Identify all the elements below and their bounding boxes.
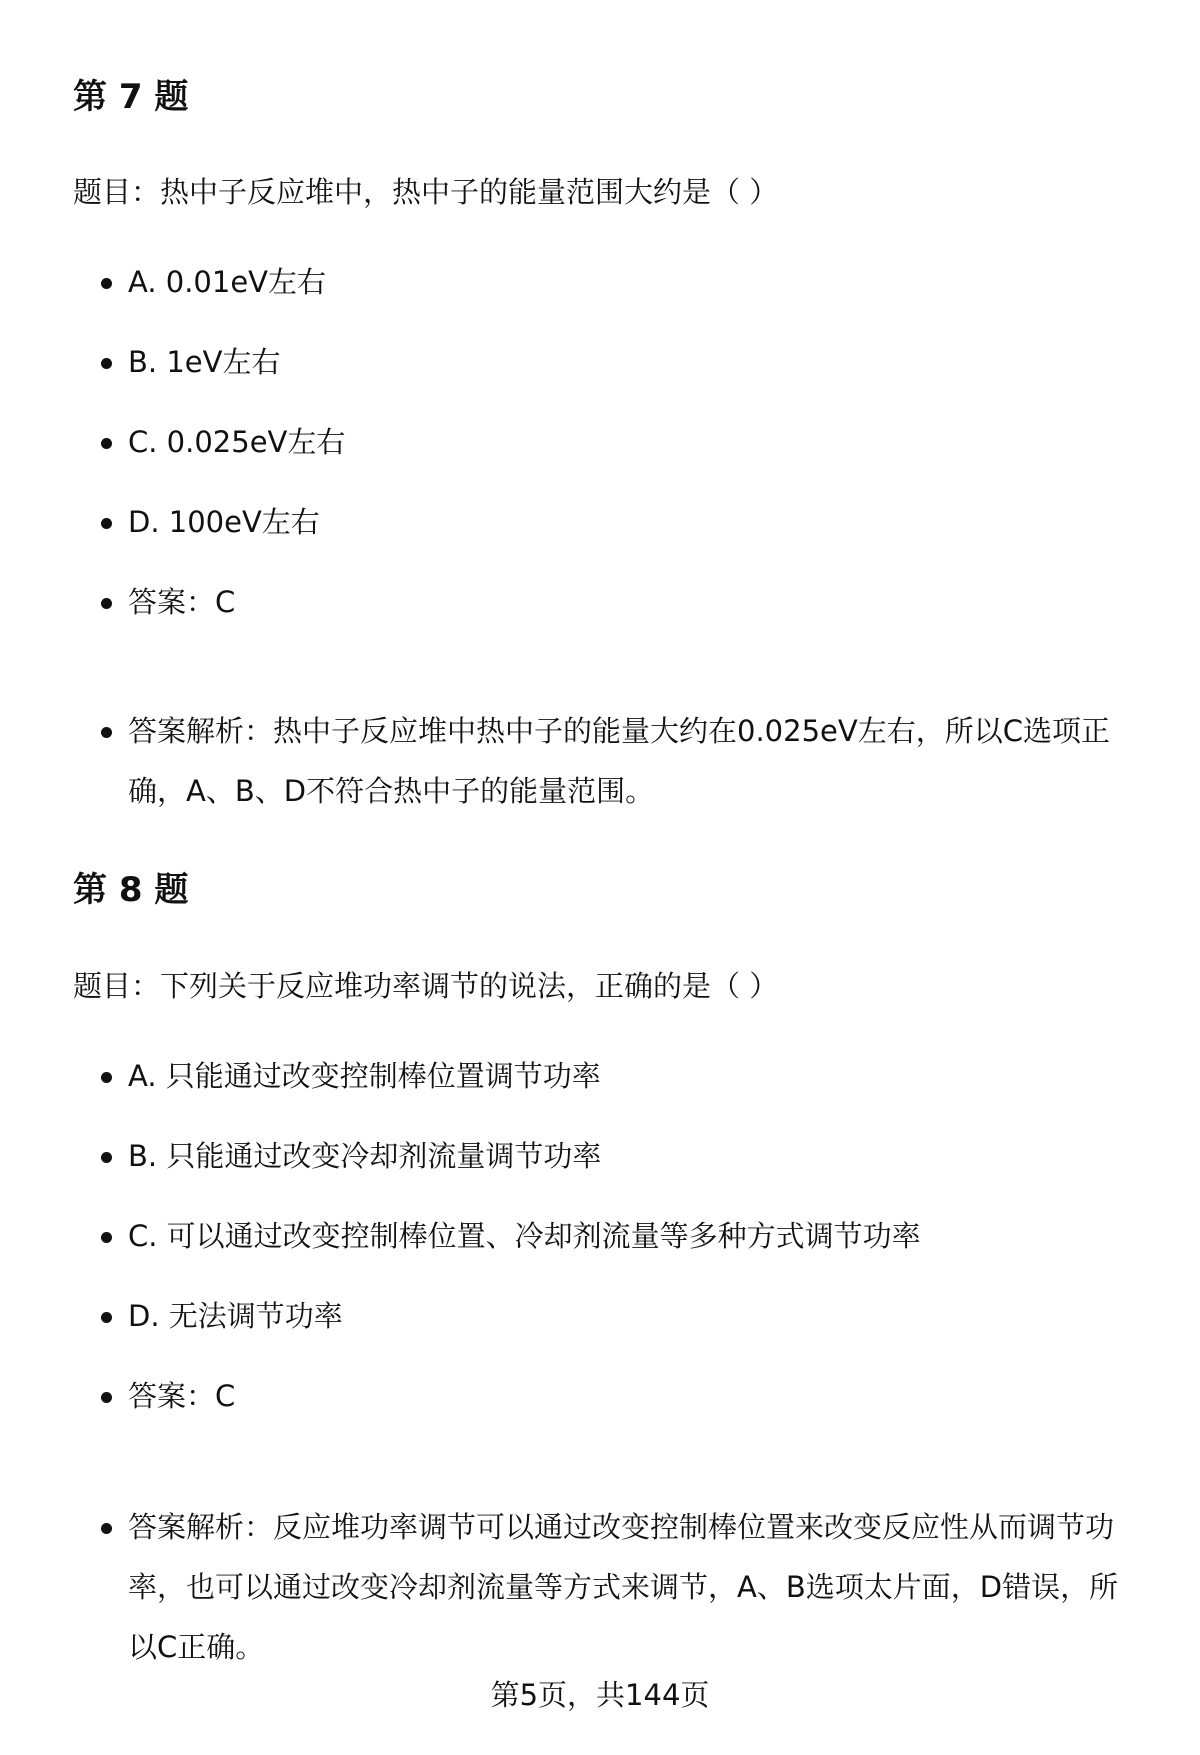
option-a: A. 0.01eV左右: [128, 252, 1138, 312]
option-c: C. 0.025eV左右: [128, 412, 1138, 472]
option-d: D. 100eV左右: [128, 492, 1138, 552]
bullet-icon: [101, 598, 112, 609]
question-prompt: 题目：下列关于反应堆功率调节的说法，正确的是（ ）: [73, 969, 779, 1003]
bullet-icon: [101, 278, 112, 289]
bullet-icon: [101, 438, 112, 449]
answer-explanation: 答案解析：热中子反应堆中热中子的能量大约在0.025eV左右，所以C选项正确，A、B、D不符合热中子的能量范围。: [128, 701, 1138, 821]
option-b: B. 只能通过改变冷却剂流量调节功率: [128, 1126, 1138, 1186]
answer: 答案：C: [128, 1366, 1138, 1426]
bullet-icon: [101, 358, 112, 369]
bullet-icon: [101, 1312, 112, 1323]
answer: 答案：C: [128, 572, 1138, 632]
answer-explanation: 答案解析：反应堆功率调节可以通过改变控制棒位置来改变反应性从而调节功率，也可以通过改变冷却剂流量等方式来调节，A、B选项太片面，D错误，所以C正确。: [128, 1497, 1138, 1677]
option-d: D. 无法调节功率: [128, 1286, 1138, 1346]
option-b: B. 1eV左右: [128, 332, 1138, 392]
question-heading: 第 7 题: [73, 77, 189, 117]
bullet-icon: [101, 1523, 112, 1534]
bullet-icon: [101, 1232, 112, 1243]
question-heading: 第 8 题: [73, 870, 189, 910]
option-a: A. 只能通过改变控制棒位置调节功率: [128, 1046, 1138, 1106]
bullet-icon: [101, 518, 112, 529]
question-prompt: 题目：热中子反应堆中，热中子的能量范围大约是（ ）: [73, 175, 779, 209]
bullet-icon: [101, 1152, 112, 1163]
bullet-icon: [101, 727, 112, 738]
bullet-icon: [101, 1392, 112, 1403]
option-c: C. 可以通过改变控制棒位置、冷却剂流量等多种方式调节功率: [128, 1206, 1138, 1266]
page-footer: 第5页，共144页: [490, 1678, 710, 1712]
bullet-icon: [101, 1072, 112, 1083]
